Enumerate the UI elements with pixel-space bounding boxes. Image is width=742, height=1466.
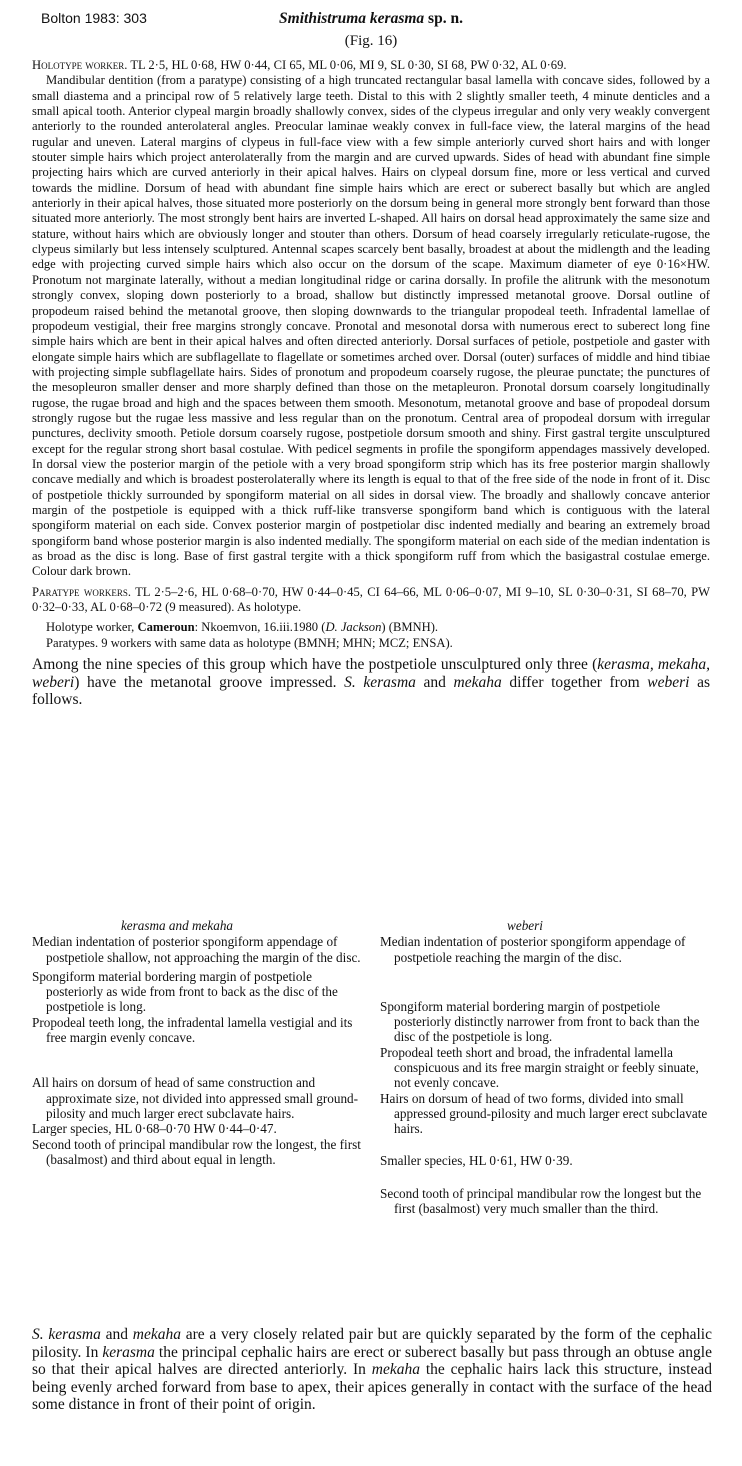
paratype-label: Paratype workers xyxy=(32,584,128,599)
paratype-measurements xyxy=(32,585,710,616)
key-right-header: weberi xyxy=(507,918,543,933)
holotype-material: Holotype worker, Cameroun: Nkoemvon, 16.iii.1980 (D. Jackson) (BMNH). xyxy=(46,620,439,635)
key-right-item: Spongiform material bordering margin of postpetiole posteriorly distinctly narrower from front to back than the disc of the postpetiole is long. xyxy=(380,998,700,1045)
key-left-item: Median indentation of posterior spongiform appendage of postpetiole shallow, not approaching the margin of the disc. xyxy=(32,934,361,965)
key-left-item: Spongiform material bordering margin of postpetiole posteriorly as wide from front to back as the disc of the postpetiole is long. xyxy=(32,968,338,1015)
figure-reference: (Fig. 16) xyxy=(344,33,398,49)
collector-name: D. Jackson xyxy=(325,620,382,635)
key-left-item: Second tooth of principal mandibular row the longest, the first (basalmost) and third about equal in length. xyxy=(32,1136,361,1167)
species-rank: sp. n. xyxy=(424,10,463,27)
paratype-measurement-values: . TL 2·5–2·6, HL 0·68–0·70, HW 0·44–0·45, CI 64–66, ML 0·06–0·07, MI 9–10, SL 0·30–0·31, SI 68–70, PW 0·32–0·33, AL 0·68–0·72 (9 measured). As holotype. xyxy=(32,584,710,615)
key-right-item: Second tooth of principal mandibular row the longest but the first (basalmost) very much smaller than the third. xyxy=(380,1185,702,1217)
holotype-measurement-values: . TL 2·5, HL 0·68, HW 0·44, CI 65, ML 0·06, MI 9, SL 0·30, SI 68, PW 0·32, AL 0·69. xyxy=(124,58,567,72)
key-right-item: Propodeal teeth short and broad, the infradental lamella conspicuous and its free margin straight or feebly sinuate, not evenly concave. xyxy=(380,1044,699,1091)
holotype-label: Holotype worker xyxy=(32,58,125,72)
key-column-left xyxy=(32,918,362,1167)
description-body xyxy=(32,58,710,709)
paratype-material: Paratypes. 9 workers with same data as holotype (BMNH; MHN; MCZ; ENSA). xyxy=(46,635,453,650)
key-right-item: Hairs on dorsum of head of two forms, divided into small appressed ground-pilosity and much larger erect subclavate hairs. xyxy=(380,1090,708,1137)
key-right-item: Smaller species, HL 0·61, HW 0·39. xyxy=(380,1152,573,1168)
page-header xyxy=(0,8,742,30)
source-citation: Bolton 1983: 303 xyxy=(41,10,147,26)
species-name: Smithistruma kerasma xyxy=(279,10,425,27)
species-title xyxy=(0,10,742,28)
key-left-item: Propodeal teeth long, the infradental lamella vestigial and its free margin evenly concave. xyxy=(32,1014,353,1046)
key-left-header: kerasma and mekaha xyxy=(120,918,234,933)
country-name: Cameroun xyxy=(137,620,195,635)
closing-paragraph: S. kerasma and mekaha are a very closely related pair but are quickly separated by the form of the cephalic pilosity. In kerasma the principal cephalic hairs are erect or suberect basally but pass through an obtuse angle so that their apical halves are directed anteriorly. In mekaha the cephalic hairs lack this structure, instead being evenly arched forward from base to apex, their apices generally in contact with the surface of the head some distance in front of their point of origin. xyxy=(32,1326,712,1414)
comparison-paragraph: Among the nine species of this group which have the postpetiole unsculptured only three (kerasma, mekaha, weberi) have the metanotal groove impressed. S. kerasma and mekaha differ together from weberi as follows. xyxy=(32,656,710,709)
holotype-description: Mandibular dentition (from a paratype) consisting of a high truncated rectangular basal lamella with concave sides, followed by a small diastema and a principal row of 5 relatively large teeth. Distal to this with 2 slightly smaller teeth, 4 minute denticles and a small apical tooth. Anterior clypeal margin broadly shallowly convex, sides of the clypeus irregular and only very weakly convergent anteriorly to the rounded anterolateral angles. Preocular laminae weakly convex in full-face view, the lateral margins of the head rugular and uneven. Lateral margins of clypeus in full-face view with a few simple anteriorly curved short hairs and with longer stouter simple hairs which project anterolaterally from the margin and are curved upwards. Sides of head with abundant fine simple projecting hairs which are curved anteriorly in their apical halves. Hairs on clypeal dorsum fine, more or less vertical and curved towards the midline. Dorsum of head with abundant fine simple hairs which are erect or suberect basally but which are angled anteriorly in their apical halves, those situated more posteriorly on the dorsum being in general more strongly bent forward than those situated more anteriorly. The most strongly bent hairs are inverted L-shaped. All hairs on dorsal head approximately the same size and stature, without hairs which are obviously longer and stouter than others. Dorsum of head coarsely irregularly reticulate-rugose, the clypeus similarly but less intensely sculptured. Antennal scapes scarcely bent basally, broadest at about the midlength and the leading edge with projecting curved simple hairs which also occur on the dorsum of the scape. Maximum diameter of eye 0·16×HW. Pronotum not marginate laterally, without a median longitudinal ridge or carina dorsally. In profile the alitrunk with the mesonotum strongly convex, sloping down posteriorly to a broad, shallow but distinctly impressed metanotal groove. Dorsal outline of propodeum raised behind the metanotal groove, then sloping downwards to the triangular propodeal teeth. Infradental lamellae of propodeum vestigial, their free margins strongly concave. Pronotal and mesonotal dorsa with numerous erect to suberect long fine simple hairs which are bent in their apical halves and often directed anteriorly. Dorsal surfaces of petiole, postpetiole and gaster with elongate simple hairs which are subflagellate to flagellate or sometimes arched over. Dorsal (outer) surfaces of middle and hind tibiae with projecting simple subflagellate hairs. Sides of pronotum and propodeum coarsely rugose, the pleurae punctate; the punctures of the mesopleuron smaller denser and more sharply defined than those on the metapleuron. Pronotal dorsum coarsely longitudinally rugose, the rugae broad and high and the spaces between them smooth. Mesonotum, metanotal groove and base of propodeal dorsum strongly rugose but the rugae less massive and less regular than on the pronotum. Central area of propodeal dorsum with irregular punctures, declivity smooth. Petiole dorsum coarsely rugose, postpetiole dorsum smooth and shiny. First gastral tergite unsculptured except for the regular strong short basal costulae. With pedicel segments in profile the spongiform appendages massively developed. In dorsal view the posterior margin of the petiole with a very broad spongiform strip which has its free posterior margin shallowly concave medially and which is broadest posterolaterally where its length is equal to that of the free side of the node in front of it. Disc of postpetiole thickly surrounded by spongiform material on all sides in dorsal view. The broadly and shallowly concave anterior margin of the postpetiole is equipped with a thick ruff-like transverse spongiform band which is contiguous with the lateral spongiform material on each side. Convex posterior margin of postpetiolar disc indented medially and bearing an extremely broad spongiform band whose posterior margin is also indented medially. The spongiform material on each side of the median indentation is as broad as the disc is long. Base of first gastral tergite with a thick spongiform ruff from which the basigastral costulae emerge. Colour dark brown. xyxy=(32,73,710,579)
key-right-item: Median indentation of posterior spongiform appendage of postpetiole reaching the margin of the disc. xyxy=(380,934,686,965)
key-left-item: Larger species, HL 0·68–0·70 HW 0·44–0·47. xyxy=(32,1121,277,1137)
key-column-right xyxy=(380,918,710,1216)
key-left-item: All hairs on dorsum of head of same construction and approximate size, not divided into appressed small ground-pilosity and much larger erect subclavate hairs. xyxy=(32,1075,359,1121)
holotype-measurements xyxy=(32,58,710,73)
